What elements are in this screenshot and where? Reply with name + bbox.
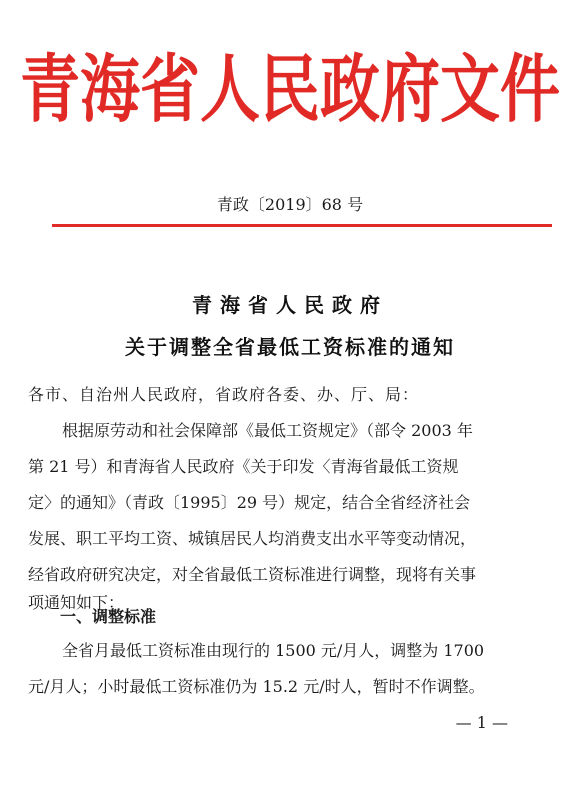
paragraph1-line: 项通知如下：	[28, 593, 125, 612]
paragraph1-line: 经省政府研究决定，对全省最低工资标准进行调整，现将有关事	[28, 565, 477, 584]
section1-line: 元/月人；小时最低工资标准仍为 15.2 元/时人，暂时不作调整。	[28, 677, 485, 696]
title-subject: 关于调整全省最低工资标准的通知	[125, 335, 455, 359]
title-issuer: 青海省人民政府	[192, 293, 388, 317]
section-heading: 一、调整标准	[60, 607, 157, 626]
section1-line: 全省月最低工资标准由现行的 1500 元/月人，调整为 1700	[62, 641, 485, 660]
page-number: — 1 —	[455, 713, 508, 732]
paragraph1-line: 发展、职工平均工资、城镇居民人均消费支出水平等变动情况，	[28, 529, 477, 548]
salutation: 各市、自治州人民政府，省政府各委、办、厅、局：	[28, 385, 420, 404]
paragraph1-line: 根据原劳动和社会保障部《最低工资规定》（部令 2003 年	[62, 421, 473, 440]
paragraph1-line: 第 21 号）和青海省人民政府《关于印发〈青海省最低工资规	[28, 457, 459, 476]
document-masthead: 青海省人民政府文件	[20, 47, 560, 133]
paragraph1-line: 定〉的通知》（青政〔1995〕29 号）规定，结合全省经济社会	[28, 493, 471, 512]
document-number: 青政〔2019〕68 号	[216, 195, 364, 214]
